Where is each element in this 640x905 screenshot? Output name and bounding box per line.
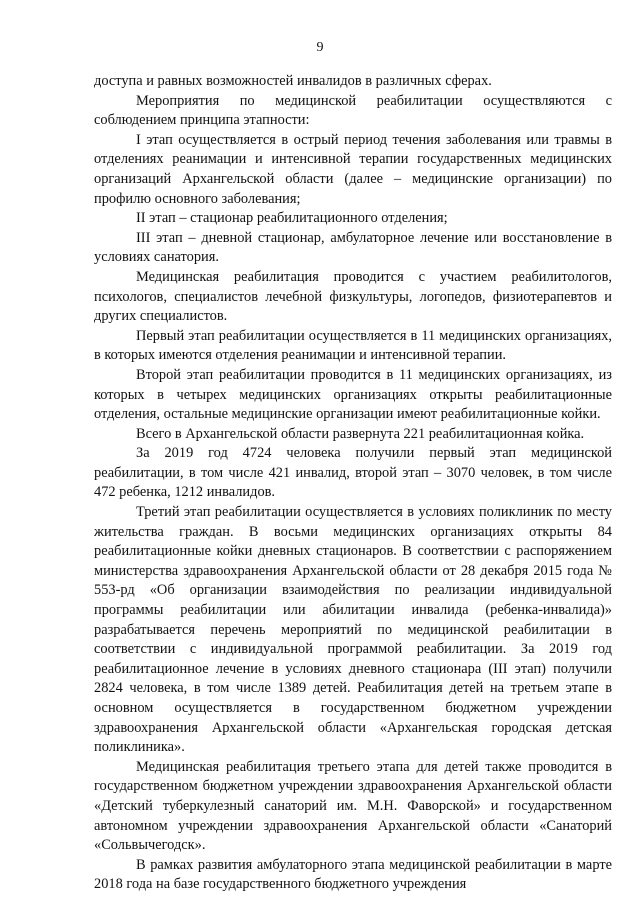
- paragraph: II этап – стационар реабилитационного отделения;: [136, 210, 448, 227]
- paragraph: Всего в Архангельской области развернута 221 реабилитационная койка.: [136, 425, 585, 442]
- paragraph: Второй этап реабилитации проводится в 11 медицинских организациях, из которых в четырех медицинских организациях открыты реабилитационные отделения, остальные медицинские организации имеют реабилитационные койки.: [94, 366, 612, 423]
- paragraph: Медицинская реабилитация проводится с участием реабилитологов, психологов, специалистов лечебной физкультуры, логопедов, физиотерапевтов и других специалистов.: [94, 268, 612, 325]
- paragraph: Третий этап реабилитации осуществляется в условиях поликлиник по месту жительства граждан. В восьми медицинских организациях открыты 84 реабилитационные койки дневных стационаров. В соответствии с распоряжением министерства здравоохранения Архангельской области от 28 декабря 2015 года № 553-рд «Об организации взаимодействия по реализации индивидуальной программы реабилитации или абилитации инвалида (ребенка-инвалида)» разрабатывается перечень мероприятий по медицинской реабилитации в соответствии с индивидуальной программой реабилитации. За 2019 год реабилитационное лечение в условиях дневного стационара (III этап) получили 2824 человека, в том числе 1389 детей. Реабилитация детей на третьем этапе в основном осуществляется в государственном бюджетном учреждении здравоохранения Архангельской области «Архангельская городская детская поликлиника».: [94, 504, 612, 756]
- page-number: 9: [316, 40, 324, 55]
- paragraph-continuation: доступа и равных возможностей инвалидов в различных сферах.: [94, 73, 492, 89]
- document-body: [94, 72, 612, 895]
- paragraph: В рамках развития амбулаторного этапа медицинской реабилитации в марте 2018 года на базе государственного бюджетного учреждения: [94, 856, 612, 893]
- paragraph: Медицинская реабилитация третьего этапа для детей также проводится в государственном бюджетном учреждении здравоохранения Архангельской области «Детский туберкулезный санаторий им. М.Н. Фаворской» и государственном автономном учреждении здравоохранения Архангельской области «Санаторий «Сольвычегодск».: [94, 758, 612, 854]
- paragraph: Первый этап реабилитации осуществляется в 11 медицинских организациях, в которых имеются отделения реанимации и интенсивной терапии.: [94, 327, 612, 364]
- paragraph: I этап осуществляется в острый период течения заболевания или травмы в отделениях реанимации и интенсивной терапии государственных медицинских организаций Архангельской области (далее – медицинские организации) по профилю основного заболевания;: [94, 131, 612, 207]
- paragraph: III этап – дневной стационар, амбулаторное лечение или восстановление в условиях санатория.: [94, 229, 612, 266]
- paragraph: За 2019 год 4724 человека получили первый этап медицинской реабилитации, в том числе 421 инвалид, второй этап – 3070 человек, в том числе 472 ребенка, 1212 инвалидов.: [94, 445, 612, 501]
- paragraph: Мероприятия по медицинской реабилитации осуществляются с соблюдением принципа этапности:: [94, 92, 612, 129]
